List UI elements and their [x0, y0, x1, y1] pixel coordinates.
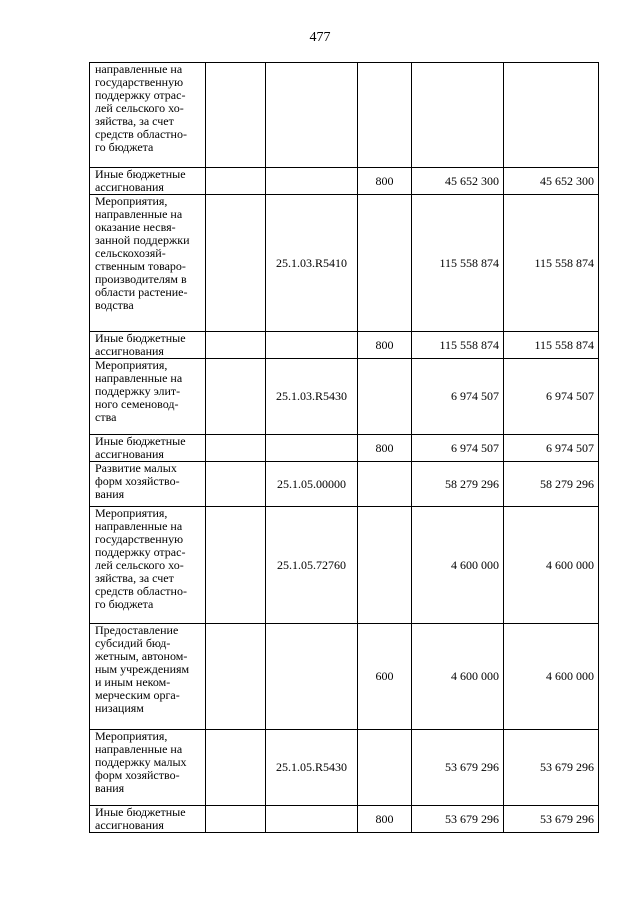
blank-cell: [206, 624, 266, 730]
page-number: 477: [309, 30, 331, 45]
item-name-cell: Мероприятия, направленные на государственную поддержку отрас- лей сельского хо- зяйства, за счет средств областно- го бюджета: [90, 507, 206, 624]
table-row: [90, 624, 599, 730]
blank-cell: [206, 168, 266, 195]
amount-year1-cell: 58 279 296: [412, 462, 504, 507]
blank-cell: [206, 730, 266, 806]
blank-cell: [206, 507, 266, 624]
item-name-cell: направленные на государственную поддержку отрас- лей сельского хо- зяйства, за счет средств областно- го бюджета: [90, 63, 206, 168]
expense-type-cell: 800: [358, 435, 412, 462]
target-code-cell: [266, 63, 358, 168]
expense-type-cell: [358, 359, 412, 435]
blank-cell: [206, 63, 266, 168]
item-name-cell: Предоставление субсидий бюд- жетным, автоном- ным учреждениям и иным неком- мерческим орга- низациям: [90, 624, 206, 730]
amount-year2-cell: 53 679 296: [504, 730, 599, 806]
blank-cell: [206, 195, 266, 332]
table-row: [90, 806, 599, 833]
target-code-cell: [266, 806, 358, 833]
target-code-cell: [266, 332, 358, 359]
item-name-cell: Мероприятия, направленные на поддержку малых форм хозяйство- вания: [90, 730, 206, 806]
expense-type-cell: [358, 63, 412, 168]
amount-year1-cell: 53 679 296: [412, 806, 504, 833]
table-row: [90, 435, 599, 462]
amount-year1-cell: 6 974 507: [412, 435, 504, 462]
amount-year1-cell: 4 600 000: [412, 507, 504, 624]
expense-type-cell: [358, 195, 412, 332]
table-row: [90, 332, 599, 359]
amount-year1-cell: 4 600 000: [412, 624, 504, 730]
amount-year1-cell: 6 974 507: [412, 359, 504, 435]
table-row: [90, 168, 599, 195]
blank-cell: [206, 435, 266, 462]
item-name-cell: Иные бюджетные ассигнования: [90, 435, 206, 462]
item-name-cell: Развитие малых форм хозяйство- вания: [90, 462, 206, 507]
expense-type-cell: 600: [358, 624, 412, 730]
item-name-cell: Мероприятия, направленные на оказание несвя- занной поддержки сельскохозяй- ственным товаро- производителям в области растение- водства: [90, 195, 206, 332]
blank-cell: [206, 332, 266, 359]
table-row: [90, 195, 599, 332]
target-code-cell: 25.1.03.R5410: [266, 195, 358, 332]
item-name-cell: Иные бюджетные ассигнования: [90, 806, 206, 833]
item-name-cell: Иные бюджетные ассигнования: [90, 332, 206, 359]
amount-year2-cell: 53 679 296: [504, 806, 599, 833]
expense-type-cell: 800: [358, 168, 412, 195]
target-code-cell: 25.1.05.72760: [266, 507, 358, 624]
table-row: [90, 63, 599, 168]
amount-year2-cell: 4 600 000: [504, 624, 599, 730]
budget-table: [89, 62, 599, 833]
budget-table-body: [90, 63, 599, 833]
amount-year2-cell: [504, 63, 599, 168]
blank-cell: [206, 806, 266, 833]
item-name-cell: Мероприятия, направленные на поддержку элит- ного семеновод- ства: [90, 359, 206, 435]
expense-type-cell: 800: [358, 806, 412, 833]
expense-type-cell: 800: [358, 332, 412, 359]
expense-type-cell: [358, 507, 412, 624]
table-row: [90, 462, 599, 507]
blank-cell: [206, 462, 266, 507]
amount-year2-cell: 6 974 507: [504, 359, 599, 435]
amount-year2-cell: 115 558 874: [504, 195, 599, 332]
blank-cell: [206, 359, 266, 435]
target-code-cell: 25.1.05.00000: [266, 462, 358, 507]
amount-year1-cell: [412, 63, 504, 168]
amount-year2-cell: 4 600 000: [504, 507, 599, 624]
target-code-cell: [266, 168, 358, 195]
target-code-cell: [266, 435, 358, 462]
amount-year2-cell: 6 974 507: [504, 435, 599, 462]
amount-year1-cell: 115 558 874: [412, 332, 504, 359]
target-code-cell: 25.1.05.R5430: [266, 730, 358, 806]
amount-year1-cell: 45 652 300: [412, 168, 504, 195]
amount-year2-cell: 45 652 300: [504, 168, 599, 195]
table-row: [90, 359, 599, 435]
expense-type-cell: [358, 730, 412, 806]
amount-year1-cell: 53 679 296: [412, 730, 504, 806]
item-name-cell: Иные бюджетные ассигнования: [90, 168, 206, 195]
amount-year1-cell: 115 558 874: [412, 195, 504, 332]
expense-type-cell: [358, 462, 412, 507]
target-code-cell: [266, 624, 358, 730]
target-code-cell: 25.1.03.R5430: [266, 359, 358, 435]
table-row: [90, 507, 599, 624]
amount-year2-cell: 58 279 296: [504, 462, 599, 507]
table-row: [90, 730, 599, 806]
amount-year2-cell: 115 558 874: [504, 332, 599, 359]
